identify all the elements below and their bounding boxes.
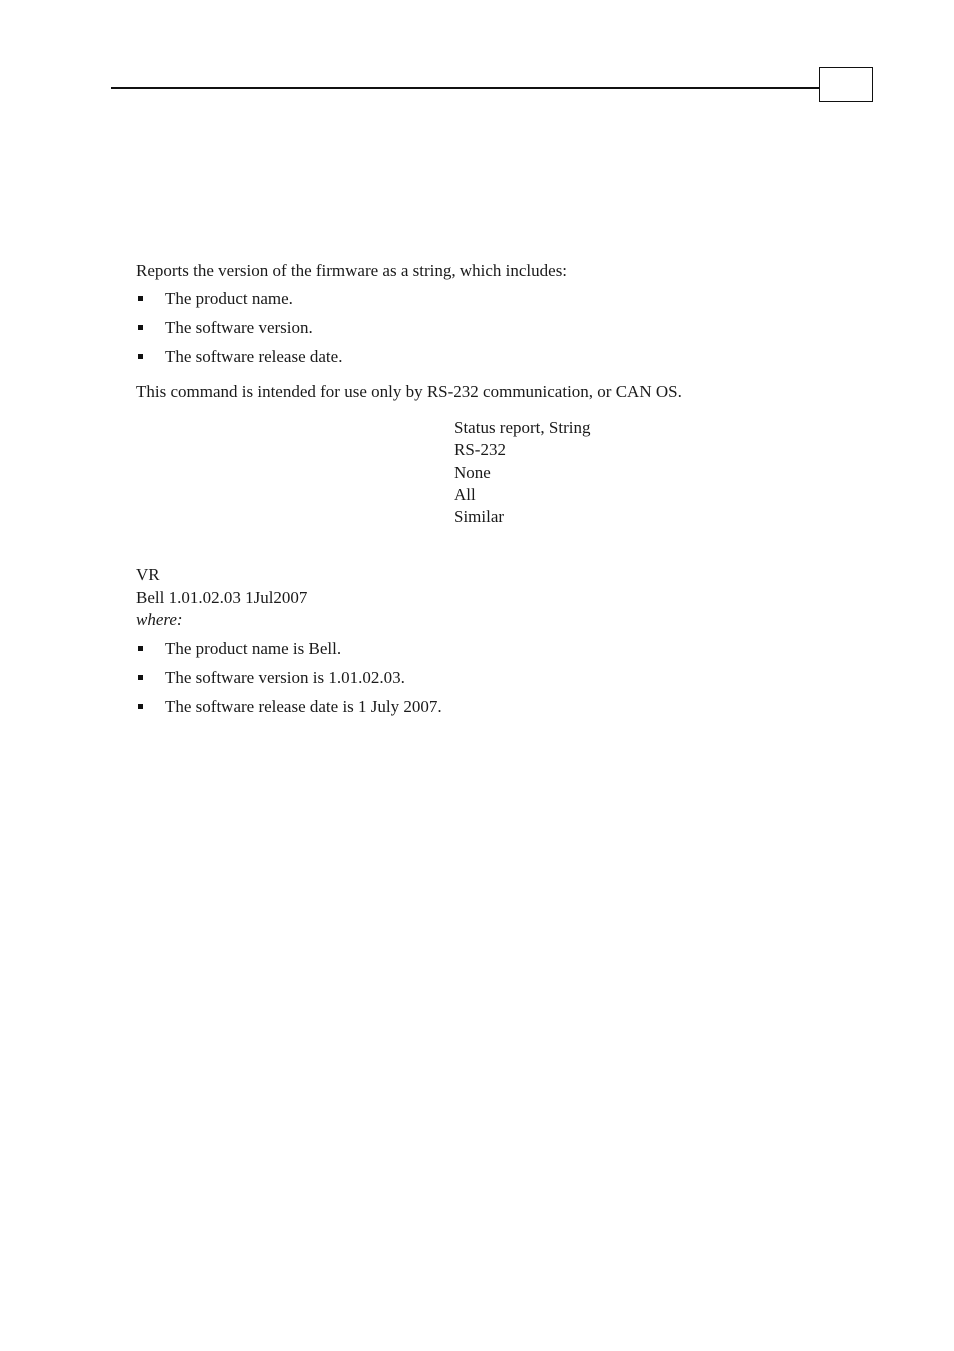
list-item-text: The software release date is 1 July 2007. — [165, 697, 442, 716]
attribute-compatibility-value: Similar — [454, 507, 505, 527]
usage-note: This command is intended for use only by RS-232 communication, or CAN OS. — [136, 382, 682, 401]
example-response: Bell 1.01.02.03 1Jul2007 — [136, 588, 308, 607]
header-rule — [111, 87, 819, 89]
square-bullet-icon — [138, 354, 143, 359]
list-item-text: The software release date. — [165, 347, 343, 366]
list-item-text: The product name. — [165, 289, 293, 308]
attribute-values — [454, 417, 590, 528]
list-item-text: The software version. — [165, 318, 313, 337]
attribute-units-value: All — [454, 484, 476, 504]
square-bullet-icon — [138, 325, 143, 330]
attribute-restrictions-value: None — [454, 462, 491, 482]
list-item-text: The product name is Bell. — [165, 639, 342, 658]
square-bullet-icon — [138, 704, 143, 709]
square-bullet-icon — [138, 296, 143, 301]
square-bullet-icon — [138, 675, 143, 680]
example-command: VR — [136, 565, 160, 584]
intro-text: Reports the version of the firmware as a string, which includes: — [136, 261, 568, 280]
where-label: where: — [136, 610, 183, 629]
list-item-text: The software version is 1.01.02.03. — [165, 668, 405, 687]
attribute-type-value: Status report, String — [454, 418, 591, 437]
attribute-source-value: RS-232 — [454, 440, 506, 460]
square-bullet-icon — [138, 646, 143, 651]
page-number-box — [819, 67, 873, 102]
